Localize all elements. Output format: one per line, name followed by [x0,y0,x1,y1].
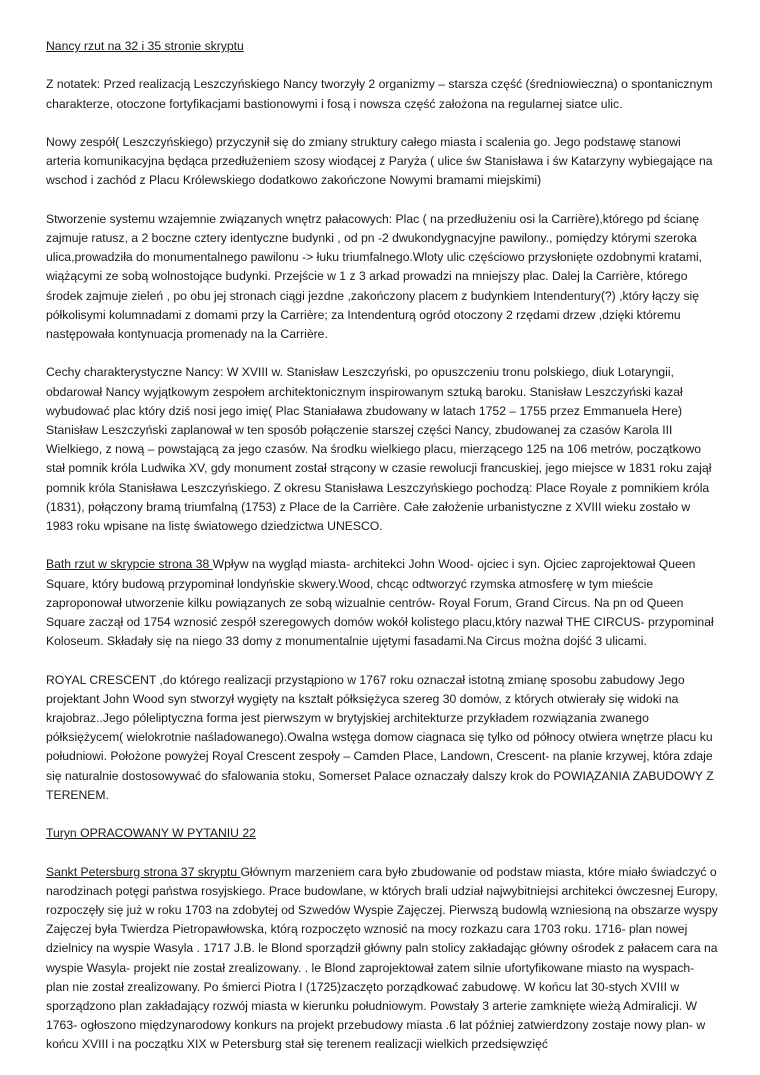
turyn-heading: Turyn OPRACOWANY W PYTANIU 22 [46,826,256,841]
paragraph-royal-crescent: ROYAL CRESCENT ,do którego realizacji przystąpiono w 1767 roku oznaczał istotną zmianę sposobu zabudowy Jego projektant John Wood syn stworzył wygięty na kształt półksiężyca szereg 30 domów, z których otwierały się widoki na krajobraz..Jego póleliptyczna forma jest pierwszym w brytyjskiej architekturze przykładem rozwiązania zwanego półksiężycem( wielokrotnie naśladowanego).Owalna wstęga domow ciagnaca się tylko od północy otwiera wnętrze placu ku południowi. Położone powyżej Royal Crescent zespoły – Camden Place, Landown, Crescent- na planie krzywej, która zdaje się naturalnie dostosowywać do sfalowania stoku, Somerset Palace oznaczały dalszy krok do POWIĄZANIA ZABUDOWY Z TERENEM. [46,672,714,802]
paragraph-notes: Z notatek: Przed realizacją Leszczyńskiego Nancy tworzyły 2 organizmy – starsza część (średniowieczna) o spontanicznym charakterze, otoczone fortyfikacjami bastionowymi i fosą i nowsza część założona na regularnej siatce ulic. [46,77,713,111]
nancy-heading: Nancy rzut na 32 i 35 stronie skryptu [46,39,244,53]
bath-body: Wpływ na wygląd miasta- architekci John Wood- ojciec i syn. Ojciec zaprojektował Queen Square, który budową przypominał londyńskie skwery.Wood, chcąc odtworzyć rzymska atmosferę w tym mieście zaproponował utworzenie kilku powiązanych ze sobą wizualnie centrów- Royal Forum, Grand Circus. Na pn od Queen Square zaczął od 1754 wznosić zespół szeregowych domów wokół kolistego placu,który nazwał THE CIRCUS- przypominał Koloseum. Składały się na niego 33 domy z monumentalnie ujętymi fasadami.Na Circus można dojść 3 ulicami. [46,557,714,649]
paragraph-new-ensemble: Nowy zespół( Leszczyńskiego) przyczynił się do zmiany struktury całego miasta i scalenia go. Jego podstawę stanowi arteria komunikacyjna będąca przedłużeniem szosy wiodącej z Paryża ( ulice św Stanisława i św Katarzyny wybiegające na wschod i zachód z Placu Królewskiego dodatkowo zakończone Nowymi bramami miejskimi) [46,134,713,188]
paragraph-petersburg [46,863,718,1055]
petersburg-heading: Sankt Petersburg strona 37 skryptu [46,864,241,879]
section-heading-turyn [46,824,718,843]
paragraph-nancy-features: Cechy charakterystyczne Nancy: W XVIII w. Stanisław Leszczyński, po opuszczeniu tronu polskiego, diuk Lotaryngii, obdarował Nancy wyjątkowym zespołem architektonicznym inspirowanym sztuką baroku. Stanisław Leszczyński kazał wybudować plac który dziś nosi jego imię( Plac Staniaława zbudowany w latach 1752 – 1755 przez Emmanuela Here) Stanisław Leszczyński zaplanował w ten sposób połączenie starszej części Nancy, zbudowanej za czasów Karola III Wielkiego, z nową – powstającą za jego czasów. Na środku wielkiego placu, mierzącego 125 na 106 metrów, początkowo stał pomnik króla Ludwika XV, gdy monument został strącony w czasie rewolucji francuskiej, jego miejsce w 1831 roku zajął pomnik króla Stanisława Leszczyńskiego. Z okresu Stanisława Leszczyńskiego pochodzą: Place Royale z pomnikiem króla (1831), połączony bramą triumfalną (1753) z Place de la Carrière. Całe założenie urbanistyczne z XVIII wieku zostało w 1983 roku wpisane na listę światowego dziedzictwa UNESCO. [46,365,712,534]
paragraph-palace-interiors: Stworzenie systemu wzajemnie związanych wnętrz pałacowych: Plac ( na przedłużeniu osi la Carrière),którego pd ścianę zajmuje ratusz, a 2 boczne cztery identyczne budynki , od pn -2 dwukondygnacyjne pawilony., pomiędzy którymi szeroka ulica,prowadziła do monumentalnego pawilonu -> łuku triumfalnego.Wloty ulic częściowo przysłonięte ozdobnymi kratami, wiążącymi ze sobą wolnostojące budynki. Przejście w 1 z 3 arkad prowadzi na mniejszy plac. Dalej la Carrière, którego środek zajmuje zieleń , po obu jej stronach ciągi jezdne ,zakończony placem z budynkiem Intendentury(?) ,który łączy się półkolisymi kolumnadami z domami przy la Carrière; za Intendenturą ogród otoczony 2 rzędami drzew ,dzięki któremu następowała kontynuacja promenady na la Carrière. [46,211,703,341]
bath-heading: Bath rzut w skrypcie strona 38 [46,557,213,572]
document-page [46,37,718,1074]
paragraph-bath [46,555,718,651]
petersburg-body: Głównym marzeniem cara było zbudowanie od podstaw miasta, które miało świadczyć o narodzinach potęgi państwa rosyjskiego. Prace budowlane, w których brali udział najwybitniejsi architekci ówczesnej Europy, rozpoczęły się już w roku 1703 na zdobytej od Szwedów Wyspie Zajęczej. Pierwszą budowlą wzniesioną na obszarze wyspy Zajęczej była Twierdza Pietropawłowska, którą rozpoczęto wznosić na mocy rozkazu cara 1703 roku. 1716- plan nowej dzielnicy na wyspie Wasyla . 1717 J.B. le Blond sporządził główny paln stolicy zakładając główny ośrodek z pałacem cara na wyspie Wasyla- projekt nie został zrealizowany. . le Blond zaprojektował zatem silnie ufortyfikowane miasto na wyspach- plan nie został zrealizowany. Po śmierci Piotra I (1725)zaczęto porządkować zabudowę. W końcu lat 30-stych XVIII w sporządzono plan zakładający rozwój miasta w kierunku południowym. Powstały 3 arterie zamknięte wieżą Admiralicji. W 1763- ogłoszono międzynarodowy konkurs na projekt przebudowy miasta .6 lat później zatwierdzony zostaje nowy plan- w końcu XVIII i na początku XIX w Petersburg stał się terenem realizacji wielkich przedsięwzięć [46,864,718,1052]
section-heading-nancy [46,37,718,56]
